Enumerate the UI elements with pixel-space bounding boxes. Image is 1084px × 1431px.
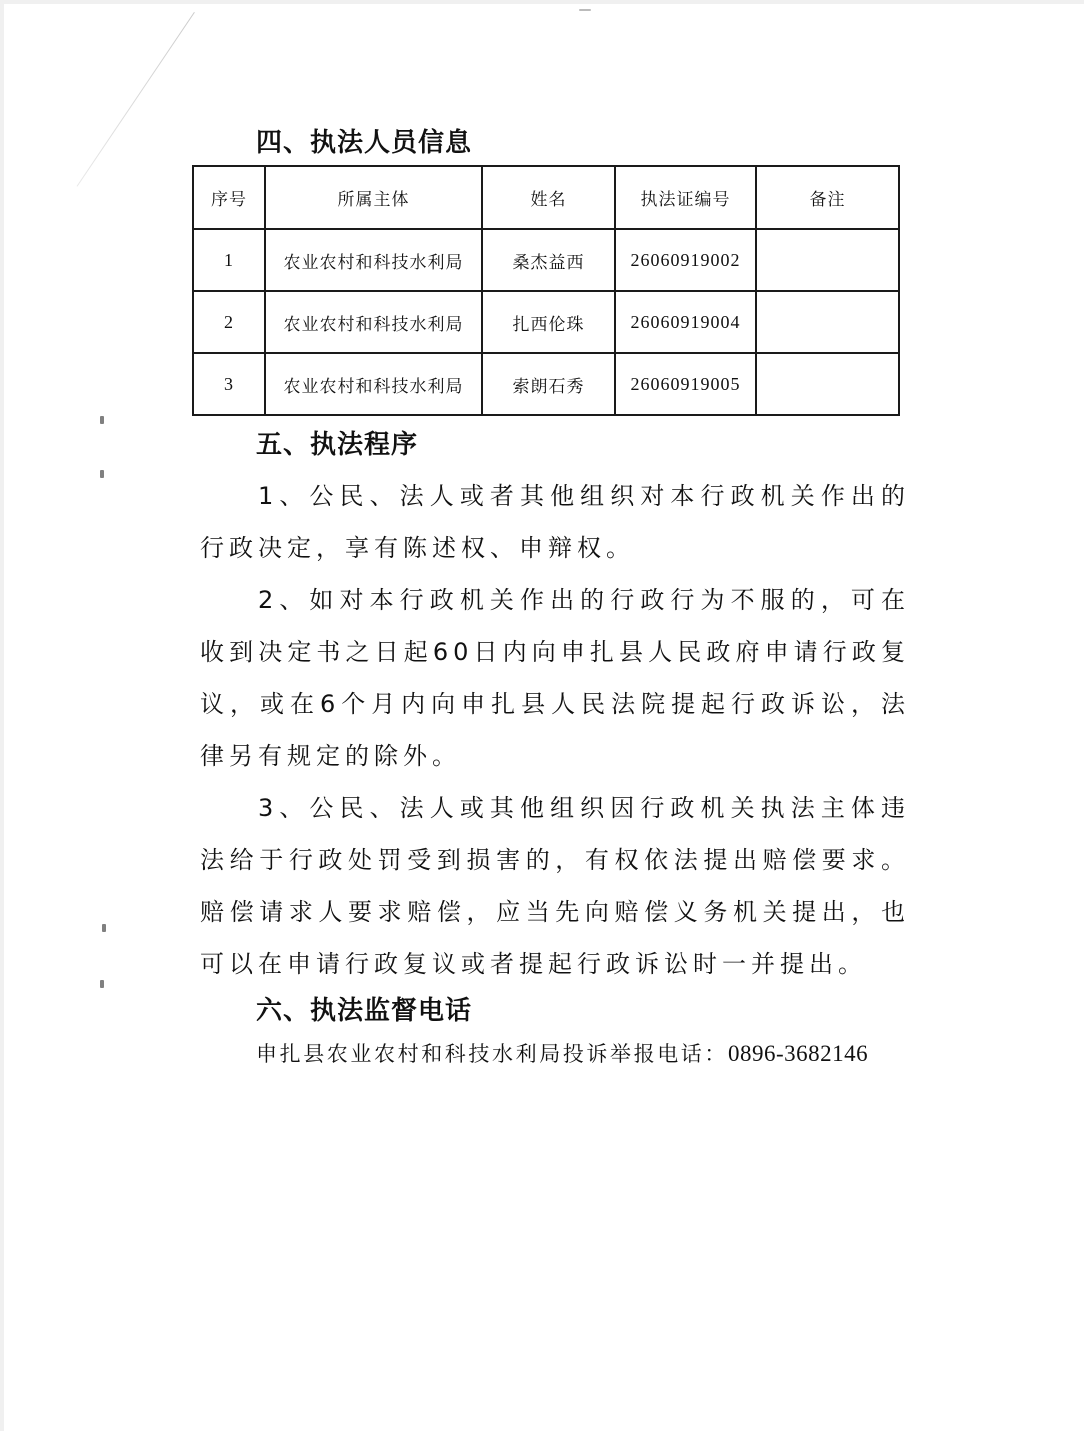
scan-artifact-mark [579,9,591,11]
procedure-paragraph-1: 1、公民、法人或者其他组织对本行政机关作出的行政决定，享有陈述权、申辩权。 [200,482,910,562]
cell-cert-no: 26060919002 [615,229,756,291]
personnel-table [192,165,900,416]
cell-cert-no: 26060919004 [615,291,756,353]
contact-label: 申扎县农业农村和科技水利局投诉举报电话： [256,1042,728,1066]
column-header-cert-no: 执法证编号 [615,166,756,229]
table-row [193,229,899,291]
contact-phone-number: 0896-3682146 [728,1041,869,1066]
scan-artifact-mark [100,470,104,478]
table-row [193,291,899,353]
scan-artifact-line [77,12,195,187]
scan-artifact-mark [100,416,104,424]
cell-name: 扎西伦珠 [482,291,615,353]
column-header-remark: 备注 [756,166,899,229]
cell-index: 1 [193,229,265,291]
cell-agency: 农业农村和科技水利局 [265,353,482,415]
procedure-paragraph-2: 2、如对本行政机关作出的行政行为不服的，可在收到决定书之日起60日内向申扎县人民政府申请行政复议，或在6个月内向申扎县人民法院提起行政诉讼，法律另有规定的除外。 [200,586,910,770]
section-heading-supervision: 六、执法监督电话 [256,996,473,1026]
table-row [193,353,899,415]
cell-name: 桑杰益西 [482,229,615,291]
section-heading-procedure: 五、执法程序 [256,430,419,460]
cell-index: 3 [193,353,265,415]
scan-artifact-mark [102,924,106,932]
procedure-paragraph-3: 3、公民、法人或其他组织因行政机关执法主体违法给于行政处罚受到损害的，有权依法提出赔偿要求。赔偿请求人要求赔偿，应当先向赔偿义务机关提出，也可以在申请行政复议或者提起行政诉讼时一并提出。 [200,794,910,978]
procedure-and-supervision [200,428,910,1070]
section-heading-personnel: 四、执法人员信息 [256,128,473,158]
cell-index: 2 [193,291,265,353]
cell-name: 索朗石秀 [482,353,615,415]
table-header-row [193,166,899,229]
cell-cert-no: 26060919005 [615,353,756,415]
column-header-agency: 所属主体 [265,166,482,229]
column-header-name: 姓名 [482,166,615,229]
scan-artifact-mark [100,980,104,988]
cell-agency: 农业农村和科技水利局 [265,229,482,291]
cell-agency: 农业农村和科技水利局 [265,291,482,353]
column-header-index: 序号 [193,166,265,229]
cell-remark [756,353,899,415]
supervision-contact-line [256,1038,910,1070]
cell-remark [756,229,899,291]
cell-remark [756,291,899,353]
spacer [200,462,910,470]
